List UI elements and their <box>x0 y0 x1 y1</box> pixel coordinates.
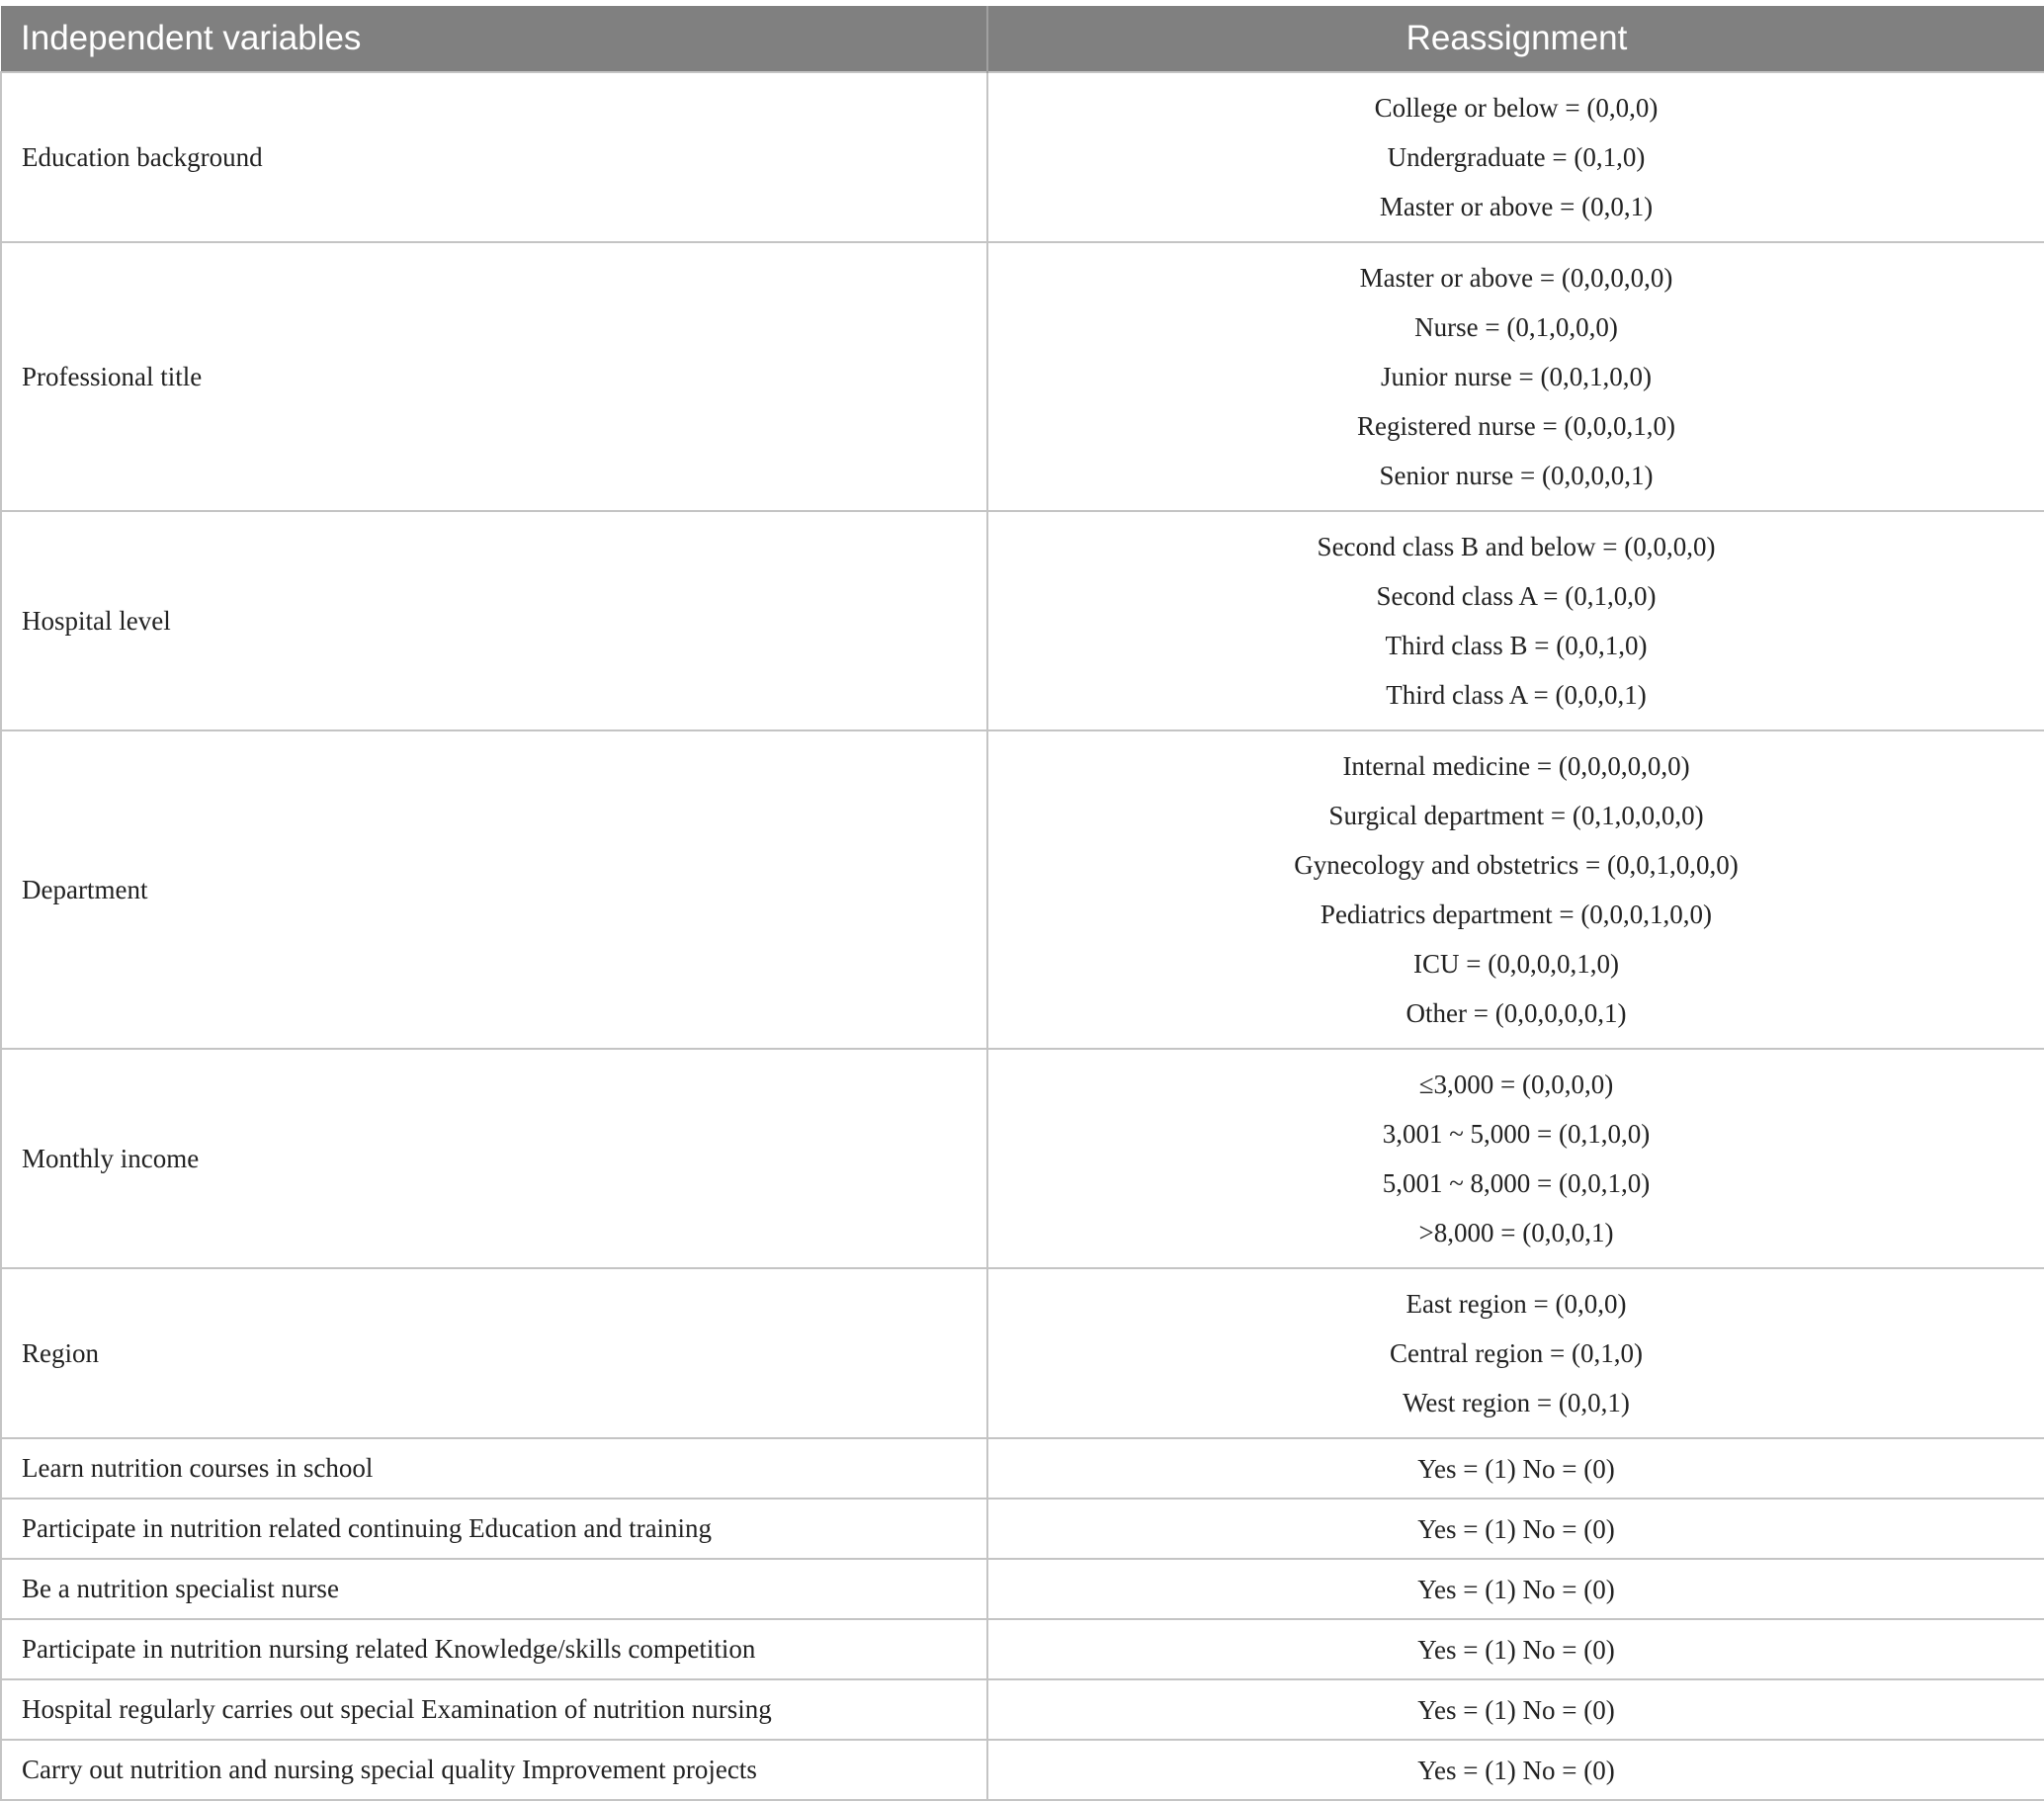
reassignment-value: 5,001 ~ 8,000 = (0,0,1,0) <box>1382 1168 1651 1198</box>
table-row <box>1 242 2044 511</box>
variable-cell: Hospital level <box>1 511 987 730</box>
reassignment-cell <box>987 242 2044 511</box>
table-header <box>1 6 2044 72</box>
reassignment-value: Second class A = (0,1,0,0) <box>1376 581 1657 611</box>
reassignment-cell <box>987 1740 2044 1800</box>
reassignment-value: West region = (0,0,1) <box>1403 1388 1630 1417</box>
reassignment-cell <box>987 1679 2044 1740</box>
reassignment-value: >8,000 = (0,0,0,1) <box>1418 1218 1614 1247</box>
reassignment-value: Senior nurse = (0,0,0,0,1) <box>1379 461 1654 490</box>
reassignment-cell <box>987 1438 2044 1499</box>
reassignment-value: Junior nurse = (0,0,1,0,0) <box>1381 362 1652 391</box>
table-row <box>1 1740 2044 1800</box>
reassignment-value: Yes = (1) No = (0) <box>1417 1634 1615 1665</box>
variable-cell: Be a nutrition specialist nurse <box>1 1559 987 1619</box>
reassignment-value: College or below = (0,0,0) <box>1374 93 1659 123</box>
reassignment-value: Master or above = (0,0,0,0,0) <box>1359 263 1673 293</box>
reassignment-value: Yes = (1) No = (0) <box>1417 1513 1615 1544</box>
reassignment-value: Pediatrics department = (0,0,0,1,0,0) <box>1320 900 1713 929</box>
header-reassignment: Reassignment <box>987 6 2044 72</box>
reassignment-value: Registered nurse = (0,0,0,1,0) <box>1357 411 1675 441</box>
table-row <box>1 730 2044 1049</box>
reassignment-value: Yes = (1) No = (0) <box>1417 1453 1615 1484</box>
variable-cell: Education background <box>1 72 987 242</box>
reassignment-cell <box>987 72 2044 242</box>
reassignment-table-container <box>0 6 2044 1801</box>
table-body <box>1 72 2044 1800</box>
table-row <box>1 1049 2044 1268</box>
variable-cell: Participate in nutrition nursing related Knowledge/skills competition <box>1 1619 987 1679</box>
variable-cell: Professional title <box>1 242 987 511</box>
reassignment-value: Third class A = (0,0,0,1) <box>1386 680 1647 710</box>
reassignment-value: Nurse = (0,1,0,0,0) <box>1414 312 1618 342</box>
reassignment-cell <box>987 1499 2044 1559</box>
variable-cell: Monthly income <box>1 1049 987 1268</box>
reassignment-cell <box>987 1559 2044 1619</box>
header-independent-variables: Independent variables <box>1 6 987 72</box>
table-row <box>1 1268 2044 1438</box>
reassignment-value: ICU = (0,0,0,0,1,0) <box>1413 949 1619 979</box>
reassignment-value: Yes = (1) No = (0) <box>1417 1755 1615 1785</box>
reassignment-value: Third class B = (0,0,1,0) <box>1385 631 1648 660</box>
table-row <box>1 511 2044 730</box>
reassignment-cell <box>987 1268 2044 1438</box>
reassignment-value: Gynecology and obstetrics = (0,0,1,0,0,0) <box>1294 850 1739 880</box>
table-row <box>1 1619 2044 1679</box>
header-row <box>1 6 2044 72</box>
table-row <box>1 1559 2044 1619</box>
reassignment-value: 3,001 ~ 5,000 = (0,1,0,0) <box>1382 1119 1651 1149</box>
variable-cell: Hospital regularly carries out special Examination of nutrition nursing <box>1 1679 987 1740</box>
reassignment-cell <box>987 1049 2044 1268</box>
reassignment-value: Second class B and below = (0,0,0,0) <box>1317 532 1716 561</box>
variable-cell: Department <box>1 730 987 1049</box>
reassignment-value: Other = (0,0,0,0,0,1) <box>1405 998 1627 1028</box>
variable-cell: Participate in nutrition related continuing Education and training <box>1 1499 987 1559</box>
table-row <box>1 1438 2044 1499</box>
reassignment-value: Undergraduate = (0,1,0) <box>1387 142 1646 172</box>
reassignment-cell <box>987 1619 2044 1679</box>
reassignment-table <box>0 6 2044 1801</box>
reassignment-value: Internal medicine = (0,0,0,0,0,0) <box>1342 751 1690 781</box>
reassignment-value: Surgical department = (0,1,0,0,0,0) <box>1328 801 1704 830</box>
reassignment-value: Central region = (0,1,0) <box>1390 1338 1643 1368</box>
table-row <box>1 72 2044 242</box>
reassignment-value: Yes = (1) No = (0) <box>1417 1694 1615 1725</box>
table-row <box>1 1499 2044 1559</box>
reassignment-value: ≤3,000 = (0,0,0,0) <box>1418 1070 1614 1099</box>
reassignment-value: Yes = (1) No = (0) <box>1417 1574 1615 1604</box>
variable-cell: Carry out nutrition and nursing special quality Improvement projects <box>1 1740 987 1800</box>
reassignment-value: Master or above = (0,0,1) <box>1379 192 1654 221</box>
reassignment-value: East region = (0,0,0) <box>1405 1289 1627 1319</box>
reassignment-cell <box>987 730 2044 1049</box>
reassignment-cell <box>987 511 2044 730</box>
variable-cell: Learn nutrition courses in school <box>1 1438 987 1499</box>
variable-cell: Region <box>1 1268 987 1438</box>
table-row <box>1 1679 2044 1740</box>
